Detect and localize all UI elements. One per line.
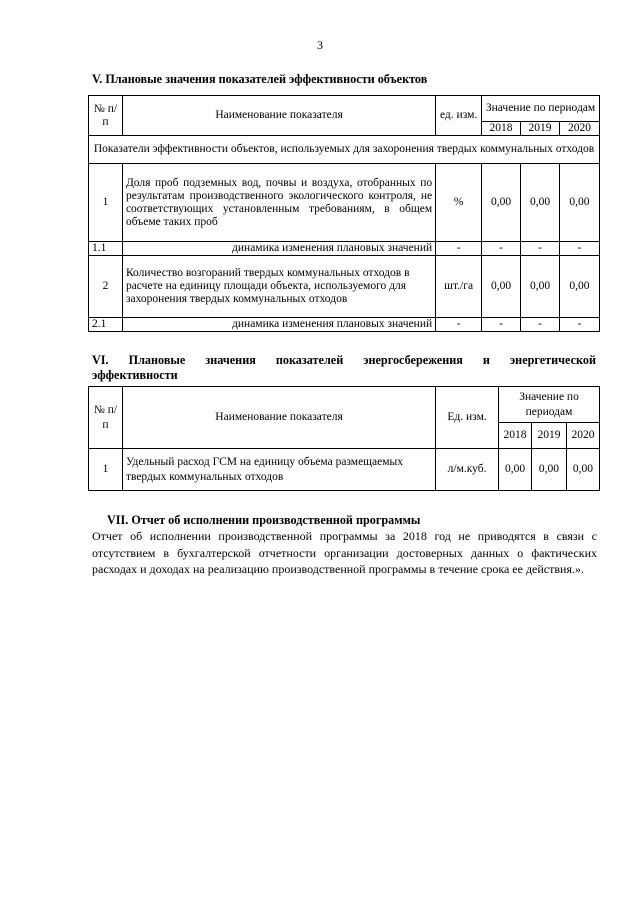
section-5-title: V. Плановые значения показателей эффективности объектов bbox=[92, 72, 428, 86]
row-value-2019: - bbox=[521, 318, 560, 332]
page-number: 3 bbox=[317, 38, 323, 52]
header-value: Значение по периодам bbox=[482, 96, 600, 122]
row-value-2020: 0,00 bbox=[566, 449, 599, 491]
row-value-2019: - bbox=[521, 242, 560, 256]
row-unit: - bbox=[436, 242, 482, 256]
header-num: № п/п bbox=[89, 96, 123, 136]
row-value-2018: 0,00 bbox=[482, 256, 521, 318]
row-unit: шт./га bbox=[436, 256, 482, 318]
row-num: 1.1 bbox=[89, 242, 123, 256]
header-year: 2019 bbox=[521, 122, 560, 136]
section-6-title-line2: эффективности bbox=[92, 368, 178, 382]
group-row: Показатели эффективности объектов, используемых для захоронения твердых коммунальных отходов bbox=[89, 136, 600, 164]
section-7-paragraph: Отчет об исполнении производственной программы за 2018 год не приводятся в связи с отсутствием в бухгалтерской отчетности организации достоверных данных о фактических расходах и доходах на реализацию производственной программы в течение срока ее действия.». bbox=[92, 529, 597, 576]
row-name: Удельный расход ГСМ на единицу объема размещаемых твердых коммунальных отходов bbox=[122, 449, 435, 491]
row-unit: - bbox=[436, 318, 482, 332]
row-value-2019: 0,00 bbox=[521, 164, 560, 242]
header-unit: Ед. изм. bbox=[436, 387, 499, 449]
efficiency-indicators-table bbox=[88, 95, 600, 332]
row-value-2019: 0,00 bbox=[532, 449, 567, 491]
row-name: Количество возгораний твердых коммунальных отходов в расчете на единицу площади объекта, используемого для захоронения твердых коммунальных отходов bbox=[122, 256, 435, 318]
header-year: 2020 bbox=[566, 423, 599, 449]
row-value-2020: - bbox=[559, 242, 599, 256]
energy-saving-table bbox=[88, 386, 600, 491]
header-unit: ед. изм. bbox=[436, 96, 482, 136]
row-name: Доля проб подземных вод, почвы и воздуха, отобранных по результатам производственного экологического контроля, не соответствующих установленным требованиям, в общем объеме таких проб bbox=[122, 164, 435, 242]
row-value-2018: 0,00 bbox=[499, 449, 532, 491]
header-year: 2018 bbox=[482, 122, 521, 136]
row-value-2018: - bbox=[482, 318, 521, 332]
row-name: динамика изменения плановых значений bbox=[122, 318, 435, 332]
header-name: Наименование показателя bbox=[122, 387, 435, 449]
row-name: динамика изменения плановых значений bbox=[122, 242, 435, 256]
table-row bbox=[89, 318, 600, 332]
row-value-2020: - bbox=[559, 318, 599, 332]
table-row bbox=[89, 449, 600, 491]
table-row bbox=[89, 164, 600, 242]
row-value-2020: 0,00 bbox=[559, 256, 599, 318]
row-num: 1 bbox=[89, 449, 123, 491]
row-value-2018: - bbox=[482, 242, 521, 256]
row-value-2018: 0,00 bbox=[482, 164, 521, 242]
row-unit: л/м.куб. bbox=[436, 449, 499, 491]
section-7-title: VII. Отчет об исполнении производственной программы bbox=[107, 513, 421, 527]
header-year: 2018 bbox=[499, 423, 532, 449]
header-year: 2020 bbox=[559, 122, 599, 136]
header-year: 2019 bbox=[532, 423, 567, 449]
row-num: 2.1 bbox=[89, 318, 123, 332]
section-6-title-line1: VI. Плановые значения показателей энергосбережения и энергетической bbox=[92, 353, 596, 367]
row-value-2019: 0,00 bbox=[521, 256, 560, 318]
header-value: Значение по периодам bbox=[499, 387, 600, 423]
row-num: 2 bbox=[89, 256, 123, 318]
row-value-2020: 0,00 bbox=[559, 164, 599, 242]
row-unit: % bbox=[436, 164, 482, 242]
header-num: № п/п bbox=[89, 387, 123, 449]
table-row bbox=[89, 242, 600, 256]
table-row bbox=[89, 256, 600, 318]
header-name: Наименование показателя bbox=[122, 96, 435, 136]
row-num: 1 bbox=[89, 164, 123, 242]
